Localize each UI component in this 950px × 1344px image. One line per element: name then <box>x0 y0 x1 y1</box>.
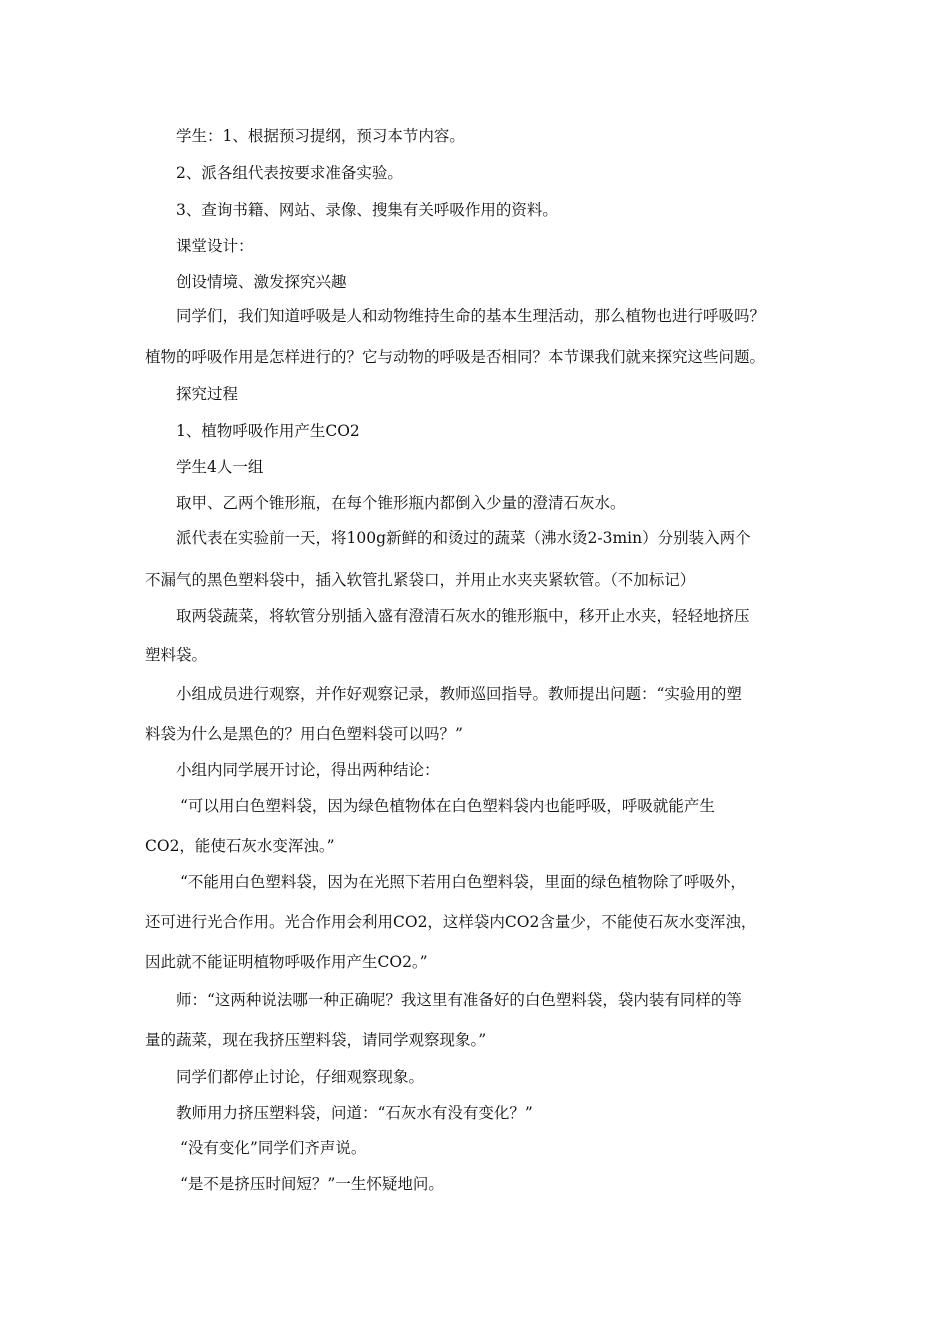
text-line: 不漏气的黑色塑料袋中，插入软管扎紧袋口，并用止水夹夹紧软管。（不加标记） <box>145 571 696 589</box>
text-line: CO2，能使石灰水变浑浊。” <box>145 837 335 855</box>
text-line: 塑料袋。 <box>145 646 208 664</box>
text-line: 创设情境、激发探究兴趣 <box>176 273 347 291</box>
text-line: 小组内同学展开讨论，得出两种结论： <box>176 761 440 779</box>
text-line: 1、植物呼吸作用产生CO2 <box>176 422 360 440</box>
text-line: 师：“这两种说法哪一种正确呢？我这里有准备好的白色塑料袋，袋内装有同样的等 <box>176 991 742 1009</box>
text-line: “没有变化”同学们齐声说。 <box>180 1139 367 1157</box>
text-line: “可以用白色塑料袋，因为绿色植物体在白色塑料袋内也能呼吸，呼吸就能产生 <box>180 797 715 815</box>
text-line: 教师用力挤压塑料袋，问道：“石灰水有没有变化？” <box>176 1104 533 1122</box>
text-line: 小组成员进行观察，并作好观察记录，教师巡回指导。教师提出问题：“实验用的塑 <box>176 685 742 703</box>
text-line: 量的蔬菜，现在我挤压塑料袋，请同学观察现象。” <box>145 1031 487 1049</box>
text-line: 还可进行光合作用。光合作用会利用CO2，这样袋内CO2含量少，不能使石灰水变浑浊， <box>145 913 757 931</box>
text-line: 2、派各组代表按要求准备实验。 <box>176 164 403 182</box>
text-line: 取甲、乙两个锥形瓶，在每个锥形瓶内都倒入少量的澄清石灰水。 <box>176 494 626 512</box>
text-line: 课堂设计： <box>176 237 254 255</box>
text-line: 3、查询书籍、网站、录像、搜集有关呼吸作用的资料。 <box>176 201 558 219</box>
text-line: 同学们都停止讨论，仔细观察现象。 <box>176 1068 425 1086</box>
text-line: “不能用白色塑料袋，因为在光照下若用白色塑料袋，里面的绿色植物除了呼吸外， <box>180 873 746 891</box>
text-line: 取两袋蔬菜，将软管分别插入盛有澄清石灰水的锥形瓶中，移开止水夹，轻轻地挤压 <box>176 607 750 625</box>
text-line: 学生：1、根据预习提纲，预习本节内容。 <box>176 127 465 145</box>
text-line: 学生4人一组 <box>176 458 264 476</box>
text-line: 派代表在实验前一天，将100g新鲜的和烫过的蔬菜（沸水烫2-3min）分别装入两个 <box>176 529 751 547</box>
text-line: 同学们，我们知道呼吸是人和动物维持生命的基本生理活动，那么植物也进行呼吸吗？ <box>176 307 766 325</box>
text-line: 料袋为什么是黑色的？用白色塑料袋可以吗？” <box>145 725 463 743</box>
text-line: 探究过程 <box>176 385 239 403</box>
text-line: 因此就不能证明植物呼吸作用产生CO2。” <box>145 953 428 971</box>
text-line: “是不是挤压时间短？”一生怀疑地问。 <box>180 1175 444 1193</box>
text-line: 植物的呼吸作用是怎样进行的？它与动物的呼吸是否相同？本节课我们就来探究这些问题。 <box>145 348 766 366</box>
